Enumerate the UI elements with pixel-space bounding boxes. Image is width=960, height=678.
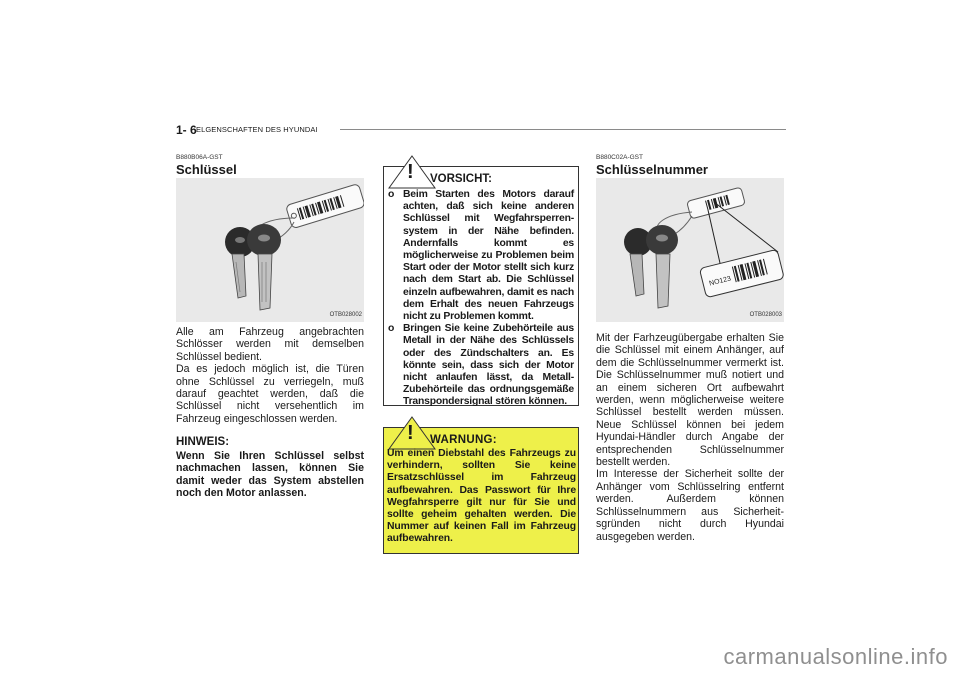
warning-title: WARNUNG: <box>430 434 497 446</box>
caution-item <box>388 323 574 408</box>
section-code: B880C02A-GST <box>596 154 643 161</box>
note-body: Wenn Sie Ihren Schlüssel selbst nachmachen lassen, können Sie damit weder das System abstellen noch den Motor anlassen. <box>176 450 364 500</box>
caution-item-text: Beim Starten des Motors darauf achten, daß sich keine anderen Schlüssel mit Wegfahrsperren- system in der Nähe befinden. Andernfalls kommt es möglicherweise zu Problemen beim Start oder der Motor stellt sich kurz nach dem Start ab. Die Schlüssel einzeln aufbewahren, damit es nach dem Erhalt des neuen Fahrzeugs nicht zu Problemen kommt. <box>403 189 574 323</box>
keys-drawing <box>176 178 364 322</box>
warning-box <box>383 422 579 554</box>
caution-list <box>388 189 574 409</box>
keys-body-text: Alle am Fahrzeug angebrachten Schlösser werden mit demselben Schlüssel bedient. Da es jedoch möglich ist, die Türen ohne Schlüssel zu verriegeln, muß darauf geachtet werden, daß die Schlüssel nicht versehentlich im Fahrzeug eingeschlossen werden. <box>176 326 364 425</box>
caution-symbol: ! <box>407 161 414 183</box>
tag-number-text: NO123 <box>708 275 732 288</box>
keys-illustration <box>176 178 364 322</box>
page-number: 1- 6 <box>176 123 197 137</box>
bullet-o: o <box>388 189 395 200</box>
warning-symbol: ! <box>407 422 414 444</box>
key-number-illustration <box>596 178 784 322</box>
caution-item <box>388 189 574 323</box>
header-rule <box>340 129 786 130</box>
key-number-body-text: Mit der Farhzeugübergabe erhalten Sie die Schlüssel mit einem Anhänger, auf dem die Schlüsselnummer vermerkt ist. Die Schlüsselnummer muß notiert und an einem sicheren Ort aufbewahrt werden, wenn möglicherweise weitere Schlüssel bestellt werden müssen. Neue Schlüssel können bei jedem Hyundai-Händler durch Angabe der entsprechenden Schlüsselnummer bestellt werden. Im Interesse der Sicherheit sollte der Anhänger vom Schlüsselring entfernt werden. Außerdem können Schlüsselnummern aus Sicherheit-sgründen nicht durch Hyundai ausgegeben werden. <box>596 332 784 543</box>
section-title: Schlüsselnummer <box>596 162 708 177</box>
note-title: HINWEIS: <box>176 436 230 448</box>
watermark: carmanualsonline.info <box>723 644 948 669</box>
section-code: B880B06A-GST <box>176 154 223 161</box>
caution-box <box>383 161 579 408</box>
caution-title: VORSICHT: <box>430 173 492 185</box>
caution-item-text: Bringen Sie keine Zubehörteile aus Metall in der Nähe des Schlüssels oder des Zündschalters an. Es könnte sein, dass sich der Motor nicht anlaufen lässt, da Metall-Zubehörteile das ordnungsgemäße Transpondersignal stören können. <box>403 323 574 408</box>
bullet-o: o <box>388 323 395 335</box>
section-header: ELGENSCHAFTEN DES HYUNDAI <box>196 125 318 134</box>
image-code: OTB028002 <box>329 312 362 318</box>
key-number-drawing <box>596 178 784 322</box>
warning-body: Um einen Diebstahl des Fahrzeugs zu verhindern, sollten Sie keine Ersatzschlüssel im Fahrzeug aufbewahren. Das Passwort für Ihre Wegfahrsperre gilt nur für Sie und sollte geheim gehalten werden. Die Nummer auf keinen Fall im Fahrzeug aufbewahren. <box>387 448 576 545</box>
section-title: Schlüssel <box>176 162 237 177</box>
image-code: OTB028003 <box>749 312 782 318</box>
